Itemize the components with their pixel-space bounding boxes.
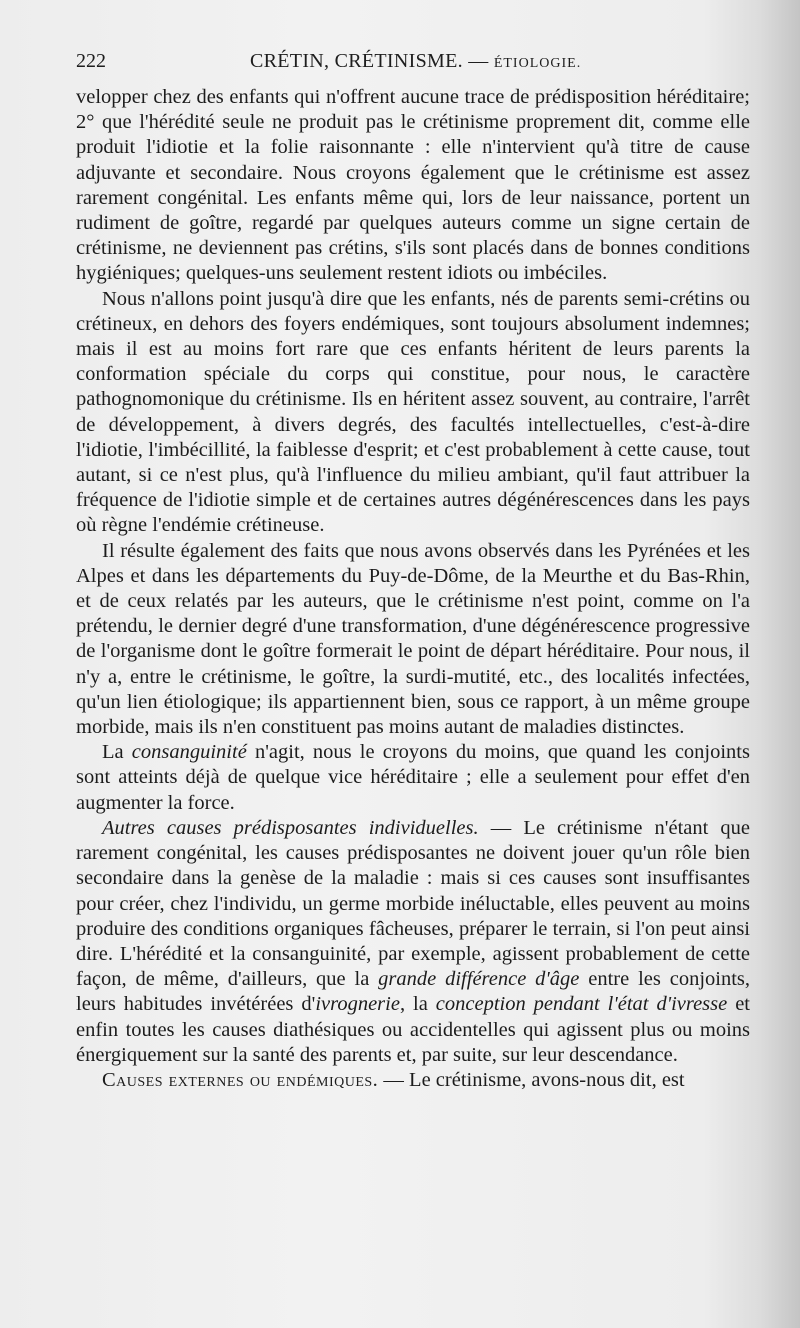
- page-header: [76, 50, 750, 76]
- heading-autres-causes: Autres causes prédisposantes individuelles.: [102, 816, 479, 839]
- term-difference-age: grande différence d'âge: [378, 968, 580, 991]
- term-ivrognerie: ivrognerie: [315, 993, 400, 1016]
- running-title-dash: —: [462, 50, 494, 72]
- term-consanguinite: consanguinité: [131, 741, 247, 764]
- paragraph-causes-externes: [76, 1068, 750, 1093]
- running-title-section: ÉTIOLOGIE.: [493, 56, 582, 71]
- term-conception-ivresse: conception pendant l'état d'ivresse: [435, 993, 728, 1016]
- paragraph-consanguinite: [76, 740, 750, 816]
- paragraph-continuation: velopper chez des enfants qui n'offrent aucune trace de prédisposition héréditaire; 2° que l'hérédité seule ne produit pas le crétinisme proprement dit, comme elle produit l'idiotie et la folie raisonnante : elle n'intervient qu'à titre de cause adjuvante et secondaire. Nous croyons également que le crétinisme est assez rarement congénital. Les enfants même qui, lors de leur naissance, portent un rudiment de goître, regardé par quelques auteurs comme un signe certain de crétinisme, ne deviennent pas crétins, s'ils sont placés dans de bonnes conditions hygiéniques; quelques-uns seulement restent idiots ou imbéciles.: [76, 86, 750, 285]
- paragraph-semi-cretins: Nous n'allons point jusqu'à dire que les enfants, nés de parents semi-crétins ou crétineux, en dehors des foyers endémiques, sont toujours absolument indemnes; mais il est au moins fort rare que ces enfants héritent de leurs parents la conformation spéciale du corps qui constitue, pour nous, le caractère pathognomonique du crétinisme. Ils en héritent assez souvent, au contraire, l'arrêt de développement, à divers degrés, des facultés intellectuelles, c'est-à-dire l'idiotie, l'imbécillité, la faiblesse d'esprit; et c'est probablement à cette cause, tout autant, si ce n'est plus, qu'à l'influence du milieu ambiant, qu'il faut attribuer la fréquence de l'idiotie simple et de certaines autres dégénérescences dans les pays où règne l'endémie crétineuse.: [76, 287, 750, 537]
- paragraph-autres-causes: [76, 816, 750, 1068]
- autres-causes-text-4: et enfin toutes les causes diathésiques ou accidentelles qui agissent plus ou moins énergiquement sur la santé des parents et, par suite, sur leur descendance.: [76, 993, 750, 1066]
- causes-externes-text: — Le crétinisme, avons-nous dit, est: [378, 1068, 685, 1091]
- autres-causes-text-2: entre les conjoints, leurs habitudes invétérées d': [76, 968, 751, 1016]
- page-number: 222: [76, 50, 106, 72]
- paragraph-consanguinite-text: n'agit, nous le croyons du moins, que quand les conjoints sont atteints déjà de quelque vice héréditaire ; elle a seulement pour effet d'en augmenter la force.: [76, 741, 750, 814]
- autres-causes-text-3: , la: [399, 993, 436, 1016]
- paragraph-consanguinite-lead: La: [102, 741, 132, 764]
- heading-causes-externes: Causes externes ou endémiques.: [102, 1068, 379, 1091]
- running-title: [250, 50, 581, 73]
- autres-causes-text-1: — Le crétinisme n'étant que rarement congénital, les causes prédisposantes ne doivent jouer qu'un rôle bien secondaire dans la genèse de la maladie : mais si ces causes sont insuffisantes pour créer, chez l'individu, un germe morbide inéluctable, elles peuvent au moins produire des conditions organiques fâcheuses, préparer le terrain, si l'on peut ainsi dire. L'hérédité et la consanguinité, par exemple, agissent probablement de cette façon, de même, d'ailleurs, que la: [76, 816, 751, 991]
- body-text: [76, 85, 750, 1093]
- running-title-main: CRÉTIN, CRÉTINISME.: [250, 50, 463, 72]
- paragraph-observations: Il résulte également des faits que nous avons observés dans les Pyrénées et les Alpes et dans les départements du Puy-de-Dôme, de la Meurthe et du Bas-Rhin, et de ceux relatés par les auteurs, que le crétinisme n'est point, comme on l'a prétendu, le dernier degré d'une transformation, d'une dégénérescence progressive de l'organisme dont le goître formerait le point de départ héréditaire. Pour nous, il n'y a, entre le crétinisme, le goître, la surdi-mutité, etc., des localités infectées, qu'un lien étiologique; ils appartiennent bien, sous ce rapport, à un même groupe morbide, mais ils n'en constituent pas moins autant de maladies distinctes.: [76, 539, 750, 739]
